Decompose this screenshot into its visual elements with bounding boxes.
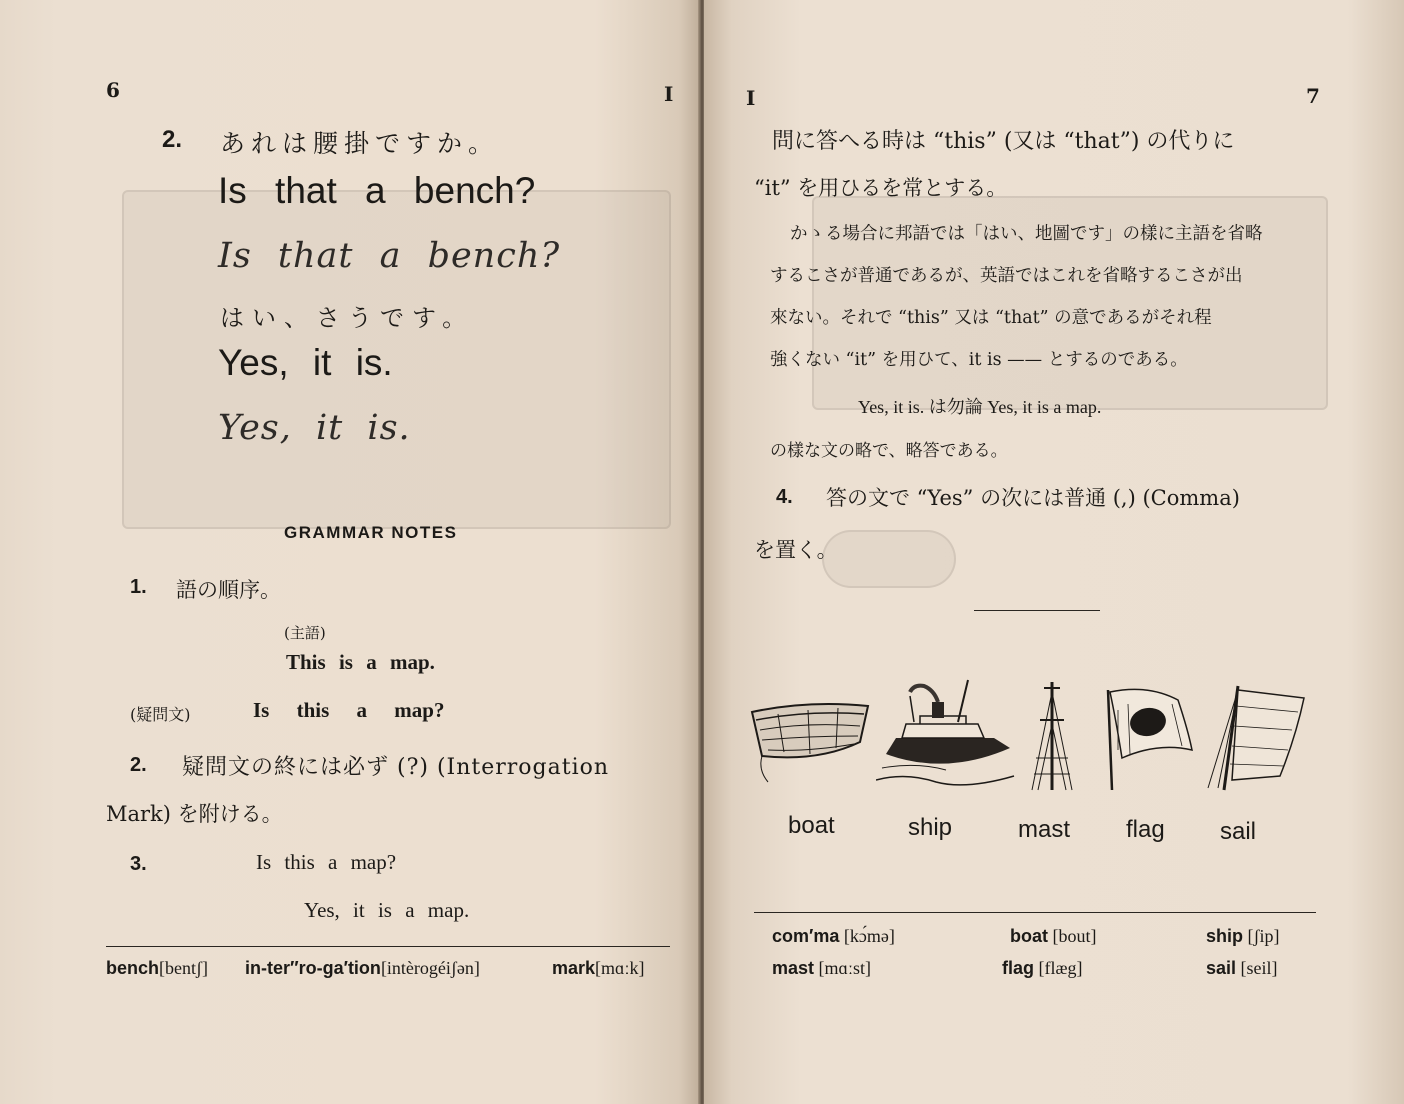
para2-line3: 來ない。それで “this” 又は “that” の意であるがそれ程 (770, 308, 1212, 328)
interrogative-label: (疑問文) (130, 705, 191, 724)
pron-bench: bench[bentʃ] (106, 958, 208, 978)
mast-illustration (1022, 678, 1082, 792)
answer-script: Yes, it is. (218, 408, 411, 448)
note-2-text: 疑問文の終には必ず (?) (Interrogation (182, 755, 610, 780)
grammar-notes-heading: GRAMMAR NOTES (284, 523, 458, 542)
running-head-left: I (664, 82, 674, 106)
note-3-question: Is this a map? (256, 850, 397, 874)
pron-comma: com′ma [kɔ́mə] (772, 926, 895, 946)
footer-rule-right (754, 912, 1316, 913)
boat-illustration (748, 690, 878, 790)
note-1-text: 語の順序。 (176, 578, 281, 602)
left-page (0, 0, 700, 1104)
para2-line4: 強くない “it” を用ひて、it is —— とするのである。 (770, 350, 1188, 370)
section-divider (974, 610, 1100, 611)
example-statement: This is a map. (286, 650, 435, 674)
note-2-text-continued: Mark) を附ける。 (106, 802, 283, 826)
answer-english: Yes, it is. (218, 342, 393, 383)
label-ship: ship (908, 814, 953, 841)
example-line: Yes, it is. は勿論 Yes, it is a map. (858, 397, 1102, 417)
footer-rule-left (106, 946, 670, 947)
bleed-through-boat (822, 530, 956, 588)
right-page (704, 0, 1404, 1104)
para1-line1: 問に答へる時は “this” (又は “that”) の代りに (772, 129, 1235, 154)
running-head-right: I (746, 86, 756, 110)
ship-illustration (876, 676, 1016, 790)
note-4-text-continued: を置く。 (754, 538, 838, 562)
example-question: Is this a map? (253, 698, 445, 722)
label-flag: flag (1126, 816, 1165, 843)
note-2-number: 2. (130, 754, 147, 776)
flag-illustration (1088, 680, 1198, 792)
example-caption: の樣な文の略で、略答である。 (770, 441, 1008, 461)
para1-line2: “it” を用ひるを常とする。 (754, 176, 1008, 200)
pron-sail: sail [seil] (1206, 958, 1278, 978)
page-number-right: 7 (1306, 84, 1320, 108)
para2-line2: するこさが普通であるが、英語ではこれを省略するこさが出 (770, 266, 1243, 286)
note-4-text: 答の文で “Yes” の次には普通 (,) (Comma) (826, 486, 1240, 510)
pron-mark: mark[mɑːk] (552, 958, 645, 978)
para2-line1: かゝる場合に邦語では「はい、地圖です」の樣に主語を省略 (790, 224, 1263, 244)
page-number-left: 6 (106, 78, 120, 102)
pron-boat: boat [bout] (1010, 926, 1097, 946)
lesson-number: 2. (162, 126, 183, 153)
answer-japanese: はい、さうです。 (220, 304, 475, 332)
note-3-answer: Yes, it is a map. (304, 898, 470, 922)
question-japanese: あれは腰掛ですか。 (220, 129, 500, 158)
pron-interrogation: in-ter″ro-ga′tion[intèrogéiʃən] (245, 958, 480, 978)
question-script: Is that a bench? (218, 236, 561, 276)
label-mast: mast (1018, 816, 1071, 843)
sail-illustration (1200, 676, 1310, 792)
note-3-number: 3. (130, 853, 147, 875)
pron-mast: mast [mɑːst] (772, 958, 871, 978)
note-4-number: 4. (776, 486, 793, 508)
label-boat: boat (788, 812, 835, 839)
note-1-number: 1. (130, 576, 147, 598)
question-english: Is that a bench? (218, 170, 536, 211)
label-sail: sail (1220, 818, 1257, 845)
pron-flag: flag [flæg] (1002, 958, 1083, 978)
pron-ship: ship [ʃip] (1206, 926, 1280, 946)
subject-label: (主語) (284, 624, 326, 642)
